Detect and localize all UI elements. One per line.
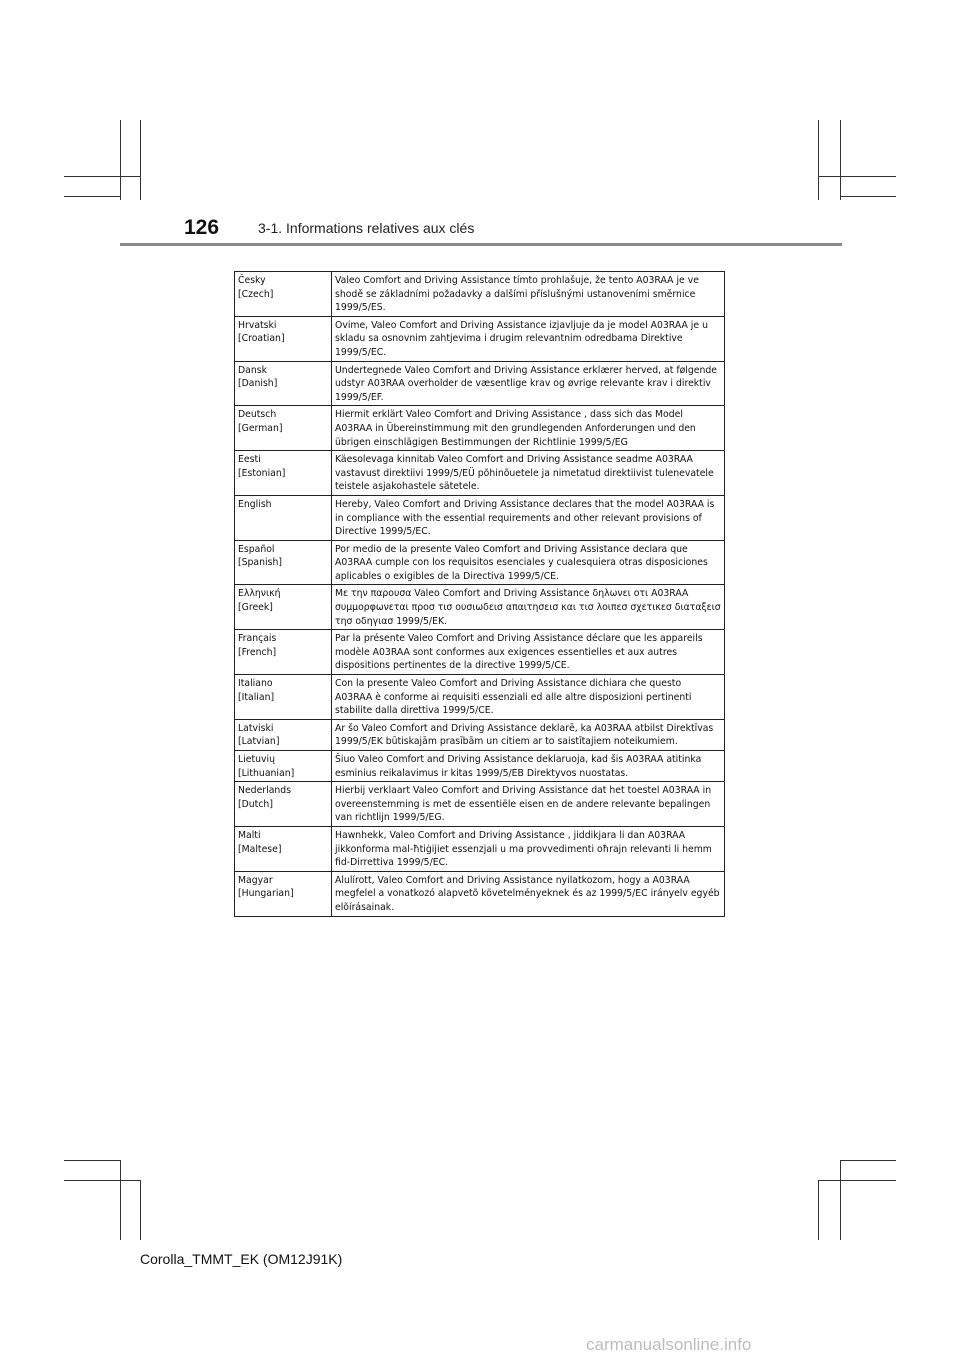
- language-name: Česky: [238, 275, 266, 286]
- language-cell: [235, 719, 332, 750]
- watermark: carmanualsonline.info: [586, 1335, 752, 1354]
- crop-mark: [818, 1180, 819, 1240]
- language-english-name: [French]: [238, 646, 277, 658]
- table-row: [235, 630, 725, 675]
- page-number: 126: [184, 216, 220, 239]
- language-name: Eesti: [238, 454, 261, 466]
- language-cell: [235, 451, 332, 496]
- language-name: Español: [238, 543, 275, 555]
- declaration-table-body: [235, 272, 725, 917]
- crop-mark: [120, 1160, 121, 1240]
- language-name: Français: [238, 633, 277, 645]
- declaration-text: Šiuo Valeo Comfort and Driving Assistance deklaruoja, kad šis A03RAA atitinka esminius reikalavimus ir kitas 1999/5/EB Direktyvos nuostatas.: [332, 751, 725, 782]
- language-name: Dansk: [238, 364, 267, 376]
- language-cell: [235, 826, 332, 871]
- header-divider: [120, 243, 842, 246]
- language-cell: [235, 272, 332, 317]
- language-cell: [235, 361, 332, 406]
- language-cell: [235, 585, 332, 630]
- section-title: 3-1. Informations relatives aux clés: [258, 220, 475, 236]
- language-english-name: [Italian]: [238, 691, 275, 703]
- language-cell: [235, 316, 332, 361]
- declaration-text: Hereby, Valeo Comfort and Driving Assistance declares that the model A03RAA is in compliance with the essential requirements and other relevant provisions of Directive 1999/5/EC.: [332, 495, 725, 540]
- language-cell: [235, 406, 332, 451]
- table-row: [235, 540, 725, 585]
- declaration-text: Hiermit erklärt Valeo Comfort and Driving Assistance , dass sich das Model A03RAA in Übereinstimmung mit den grundlegenden Anforderungen und den übrigen einschlägigen Bestimmungen der Richtlinie 1999/5/EG: [332, 406, 725, 451]
- language-name: Hrvatski: [238, 319, 277, 331]
- language-cell: [235, 495, 332, 540]
- crop-mark: [64, 1180, 140, 1181]
- language-english-name: [Hungarian]: [238, 888, 294, 900]
- language-name: Ελληνική: [238, 588, 281, 600]
- table-row: [235, 272, 725, 317]
- language-english-name: [Estonian]: [238, 467, 286, 479]
- language-name: Magyar: [238, 874, 273, 886]
- language-english-name: [German]: [238, 422, 283, 434]
- declaration-text: Undertegnede Valeo Comfort and Driving Assistance erklærer herved, at følgende udstyr A03RAA overholder de væsentlige krav og øvrige relevante krav i direktiv 1999/5/EF.: [332, 361, 725, 406]
- language-name: Nederlands: [238, 785, 292, 797]
- language-english-name: [Czech]: [238, 288, 274, 300]
- crop-mark: [64, 196, 120, 197]
- language-english-name: [Dutch]: [238, 798, 273, 810]
- crop-mark: [840, 196, 896, 197]
- table-row: [235, 361, 725, 406]
- table-row: [235, 406, 725, 451]
- language-english-name: [Croatian]: [238, 333, 285, 345]
- declaration-text: Alulírott, Valeo Comfort and Driving Assistance nyilatkozom, hogy a A03RAA megfelel a vonatkozó alapvetõ követelményeknek és az 1999/5/EC irányelv egyéb elõírásainak.: [332, 871, 725, 916]
- declaration-text: Hawnhekk, Valeo Comfort and Driving Assistance , jiddikjara li dan A03RAA jikkonforma mal-ħtiġijiet essenzjali u ma provvedimenti oħrajn relevanti li hemm fid-Dirrettiva 1999/5/EC.: [332, 826, 725, 871]
- table-row: [235, 782, 725, 827]
- crop-mark: [818, 176, 896, 177]
- language-english-name: [Maltese]: [238, 843, 282, 855]
- language-name: Lietuvių: [238, 754, 275, 765]
- declaration-text: Hierbij verklaart Valeo Comfort and Driving Assistance dat het toestel A03RAA in overeenstemming is met de essentiële eisen en de andere relevante bepalingen van richtlijn 1999/5/EG.: [332, 782, 725, 827]
- language-name: English: [238, 498, 272, 510]
- language-cell: [235, 871, 332, 916]
- language-english-name: [Spanish]: [238, 557, 282, 569]
- language-cell: [235, 540, 332, 585]
- table-row: [235, 719, 725, 750]
- language-name: Deutsch: [238, 409, 277, 421]
- table-row: [235, 675, 725, 720]
- table-row: [235, 316, 725, 361]
- language-cell: [235, 782, 332, 827]
- language-english-name: [Lithuanian]: [238, 767, 295, 779]
- table-row: [235, 751, 725, 782]
- crop-mark: [818, 1180, 896, 1181]
- footer-doc-code: Corolla_TMMT_EK (OM12J91K): [140, 1251, 343, 1267]
- language-cell: [235, 751, 332, 782]
- table-row: [235, 451, 725, 496]
- crop-mark: [64, 176, 140, 177]
- table-row: [235, 871, 725, 916]
- crop-mark: [120, 120, 121, 200]
- table-row: [235, 826, 725, 871]
- table-row: [235, 495, 725, 540]
- declaration-text: Με την παρουσα Valeo Comfort and Driving Assistance δηλωνει οτι A03RAA συμμορφωνεται προσ τισ ουσιωδεισ απαιτησεισ και τισ λοιπεσ σχετικεσ διαταξεισ τησ οδηγιασ 1999/5/ΕΚ.: [332, 585, 725, 630]
- crop-mark: [140, 1180, 141, 1240]
- crop-mark: [840, 120, 841, 200]
- crop-mark: [818, 120, 819, 200]
- table-row: [235, 585, 725, 630]
- declaration-text: Par la présente Valeo Comfort and Driving Assistance déclare que les appareils modèle A03RAA sont conformes aux exigences essentielles et aux autres dispositions pertinentes de la directive 1999/5/CE.: [332, 630, 725, 675]
- declaration-table: [234, 271, 725, 917]
- declaration-text: Ovime, Valeo Comfort and Driving Assistance izjavljuje da je model A03RAA je u skladu sa osnovnim zahtjevima i drugim relevantnim odredbama Direktive 1999/5/EC.: [332, 316, 725, 361]
- language-cell: [235, 675, 332, 720]
- language-english-name: [Greek]: [238, 602, 273, 614]
- language-cell: [235, 630, 332, 675]
- crop-mark: [840, 1160, 841, 1240]
- crop-mark: [140, 120, 141, 200]
- declaration-text: Con la presente Valeo Comfort and Driving Assistance dichiara che questo A03RAA è conforme ai requisiti essenziali ed alle altre disposizioni pertinenti stabilite dalla direttiva 1999/5/CE.: [332, 675, 725, 720]
- language-english-name: [Danish]: [238, 378, 278, 390]
- language-english-name: [Latvian]: [238, 736, 280, 748]
- language-name: Italiano: [238, 678, 273, 690]
- declaration-text: Valeo Comfort and Driving Assistance tímto prohlašuje, že tento A03RAA je ve shodě se základními požadavky a dalšími příslušnými ustanoveními směrnice 1999/5/ES.: [332, 272, 725, 317]
- language-name: Latviski: [238, 722, 274, 734]
- crop-mark: [840, 1160, 896, 1161]
- language-name: Malti: [238, 829, 261, 841]
- declaration-text: Ar šo Valeo Comfort and Driving Assistance deklarē, ka A03RAA atbilst Direktīvas 1999/5/EK būtiskajām prasībām un citiem ar to saistītajiem noteikumiem.: [332, 719, 725, 750]
- declaration-text: Käesolevaga kinnitab Valeo Comfort and Driving Assistance seadme A03RAA vastavust direktiivi 1999/5/EÜ põhinõuetele ja nimetatud direktiivist tulenevatele teistele asjakohastele sätetele.: [332, 451, 725, 496]
- crop-mark: [64, 1160, 120, 1161]
- declaration-text: Por medio de la presente Valeo Comfort and Driving Assistance declara que A03RAA cumple con los requisitos esenciales y cualesquiera otras disposiciones aplicables o exigibles de la Directiva 1999/5/CE.: [332, 540, 725, 585]
